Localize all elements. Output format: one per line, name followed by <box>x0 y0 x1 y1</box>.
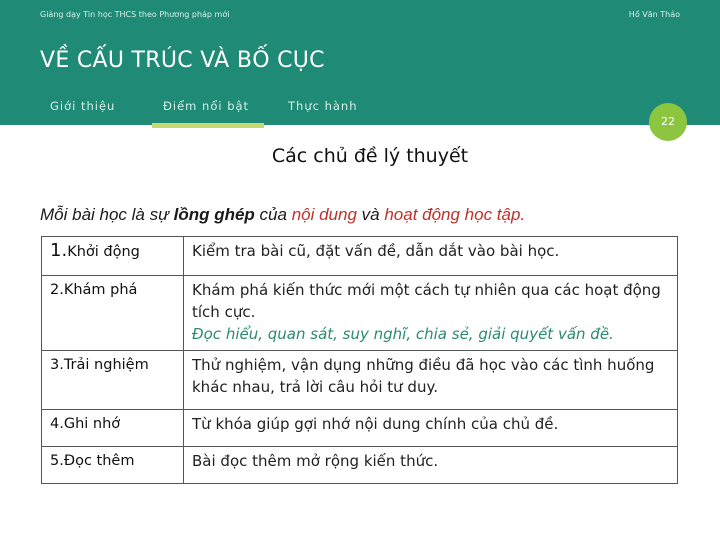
table-row <box>42 276 678 351</box>
lead-text-2: của <box>254 205 292 224</box>
row-key: 5.Đọc thêm <box>42 447 184 484</box>
lead-bold-keyword: lồng ghép <box>173 205 255 224</box>
section-heading: Các chủ đề lý thuyết <box>271 145 469 167</box>
structure-table <box>41 236 678 484</box>
table-row <box>42 351 678 410</box>
table-row <box>42 237 678 276</box>
header-band <box>0 0 720 125</box>
tab-diem-noi-bat[interactable]: Điểm nổi bật <box>163 99 250 113</box>
row-key-label: Khởi động <box>67 244 140 260</box>
row-key: 2.Khám phá <box>42 276 184 351</box>
lead-highlight-activities: hoạt động học tập. <box>384 205 526 224</box>
slide-title: VỀ CẤU TRÚC VÀ BỐ CỤC <box>40 48 325 73</box>
row-number: 1. <box>50 240 68 261</box>
table-row <box>42 410 678 447</box>
lead-sentence <box>40 205 525 225</box>
lead-highlight-content: nội dung <box>291 205 357 224</box>
tab-bar <box>0 99 720 125</box>
row-value <box>184 276 678 351</box>
row-value-text: Khám phá kiến thức mới một cách tự nhiên qua các hoạt động tích cực. <box>192 281 661 321</box>
tab-gioi-thieu[interactable]: Giới thiệu <box>50 99 116 113</box>
row-value: Bài đọc thêm mở rộng kiến thức. <box>184 447 678 484</box>
lead-text-1: Mỗi bài học là sự <box>40 205 174 224</box>
course-caption: Giảng dạy Tin học THCS theo Phương pháp mới <box>40 10 230 19</box>
row-value: Kiểm tra bài cũ, đặt vấn đề, dẫn dắt vào bài học. <box>184 237 678 276</box>
row-value-note: Đọc hiểu, quan sát, suy nghĩ, chia sẻ, giải quyết vấn đề. <box>192 325 614 343</box>
page-number-badge: 22 <box>649 103 687 141</box>
row-key <box>42 237 184 276</box>
tab-thuc-hanh[interactable]: Thực hành <box>288 99 358 113</box>
row-key: 4.Ghi nhớ <box>42 410 184 447</box>
row-value: Thử nghiệm, vận dụng những điều đã học vào các tình huống khác nhau, trả lời câu hỏi tư duy. <box>184 351 678 410</box>
row-value: Từ khóa giúp gợi nhớ nội dung chính của chủ đề. <box>184 410 678 447</box>
lead-text-3: và <box>356 205 385 224</box>
table-row <box>42 447 678 484</box>
author-name: Hồ Văn Thảo <box>628 10 680 19</box>
active-tab-indicator <box>152 123 264 128</box>
row-key: 3.Trải nghiệm <box>42 351 184 410</box>
